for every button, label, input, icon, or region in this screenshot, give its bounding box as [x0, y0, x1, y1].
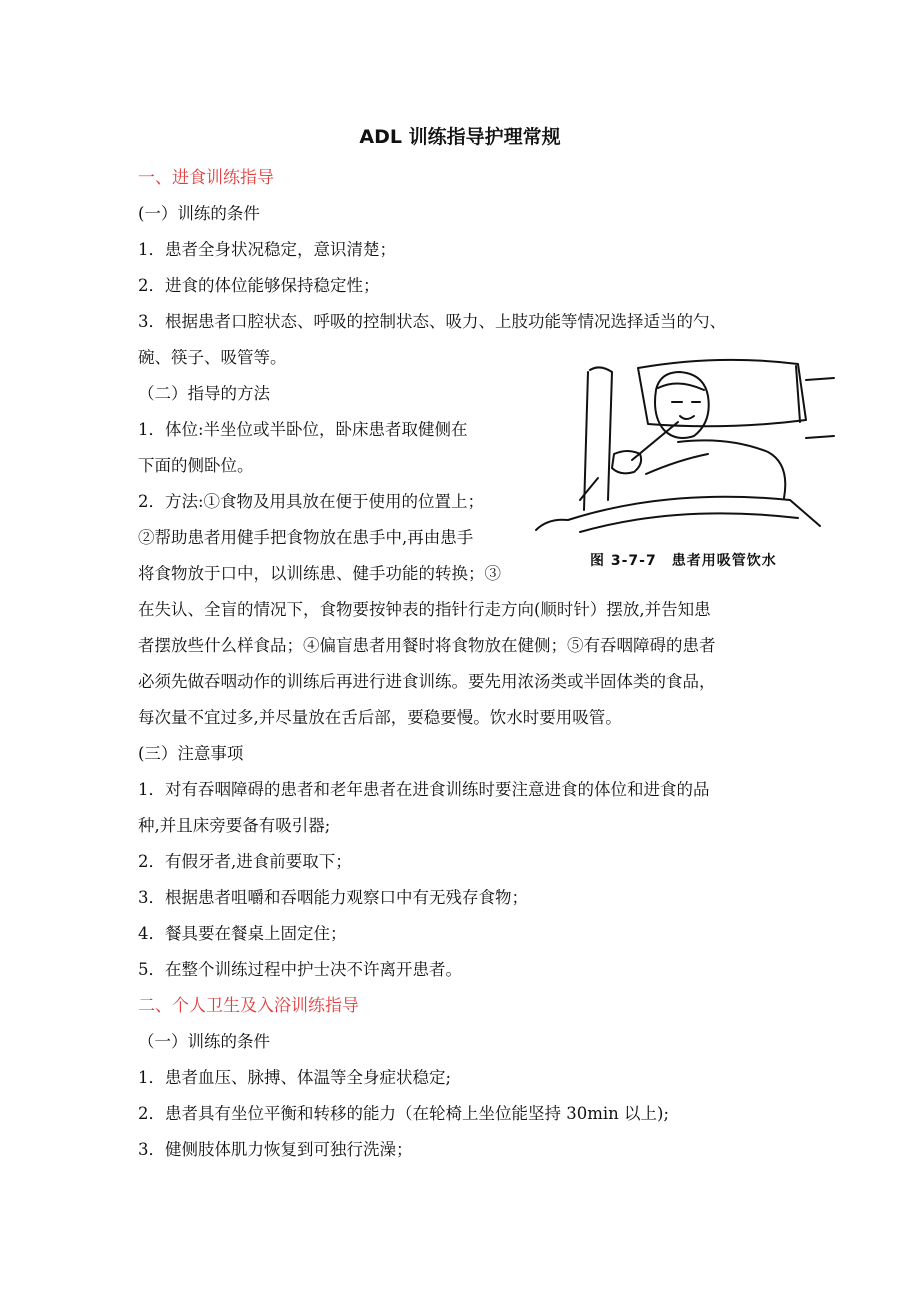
paragraph-line: 3．健侧肢体肌力恢复到可独行洗澡； [138, 1140, 413, 1159]
paragraph-line: 2．进食的体位能够保持稳定性； [138, 276, 380, 295]
patient-in-bed-drawing [528, 350, 838, 550]
paragraph-line: 2．方法:①食物及用具放在便于使用的位置上； [138, 492, 485, 511]
paragraph-line: 每次量不宜过多,并尽量放在舌后部，要稳要慢。饮水时要用吸管。 [138, 708, 622, 727]
patient-drinking-illustration [528, 350, 838, 582]
paragraph-line: 1．患者血压、脉搏、体温等全身症状稳定; [138, 1068, 452, 1087]
section-heading: 一、进食训练指导 [138, 168, 274, 188]
paragraph-line: 2．患者具有坐位平衡和转移的能力（在轮椅上坐位能坚持 30min 以上); [138, 1104, 670, 1123]
paragraph-line: 将食物放于口中，以训练患、健手功能的转换；③ [138, 564, 501, 583]
paragraph-line: 2．有假牙者,进食前要取下； [138, 852, 352, 871]
subsection-heading: （一）训练的条件 [138, 1032, 270, 1051]
paragraph-line: 下面的侧卧位。 [138, 456, 254, 475]
subsection-heading: （二）指导的方法 [138, 384, 270, 403]
subsection-heading: (三）注意事项 [138, 744, 244, 763]
paragraph-line: 1．对有吞咽障碍的患者和老年患者在进食训练时要注意进食的体位和进食的品 [138, 780, 710, 799]
paragraph-line: 4．餐具要在餐桌上固定住； [138, 924, 347, 943]
paragraph-line: 在失认、全盲的情况下，食物要按钟表的指针行走方向(顺时针）摆放,并告知患 [138, 600, 711, 619]
paragraph-line: 3．根据患者口腔状态、呼吸的控制状态、吸力、上肢功能等情况选择适当的勺、 [138, 312, 726, 331]
paragraph-line: 3．根据患者咀嚼和吞咽能力观察口中有无残存食物； [138, 888, 528, 907]
paragraph-line: 种,并且床旁要备有吸引器; [138, 816, 331, 835]
paragraph-line: 者摆放些什么样食品；④偏盲患者用餐时将食物放在健侧；⑤有吞咽障碍的患者 [138, 636, 716, 655]
paragraph-line: 5．在整个训练过程中护士决不许离开患者。 [138, 960, 462, 979]
paragraph-line: 1．患者全身状况稳定，意识清楚； [138, 240, 396, 259]
paragraph-line: ②帮助患者用健手把食物放在患手中,再由患手 [138, 528, 474, 547]
section-heading: 二、个人卫生及入浴训练指导 [138, 996, 359, 1016]
paragraph-line: 1．体位:半坐位或半卧位，卧床患者取健侧在 [138, 420, 468, 439]
page-title: ADL 训练指导护理常规 [359, 126, 561, 148]
subsection-heading: (一）训练的条件 [138, 204, 260, 223]
figure-caption: 图 3-7-7 患者用吸管饮水 [590, 553, 777, 569]
paragraph-line: 必须先做吞咽动作的训练后再进行进食训练。要先用浓汤类或半固体类的食品， [138, 672, 716, 691]
paragraph-line: 碗、筷子、吸管等。 [138, 348, 287, 367]
